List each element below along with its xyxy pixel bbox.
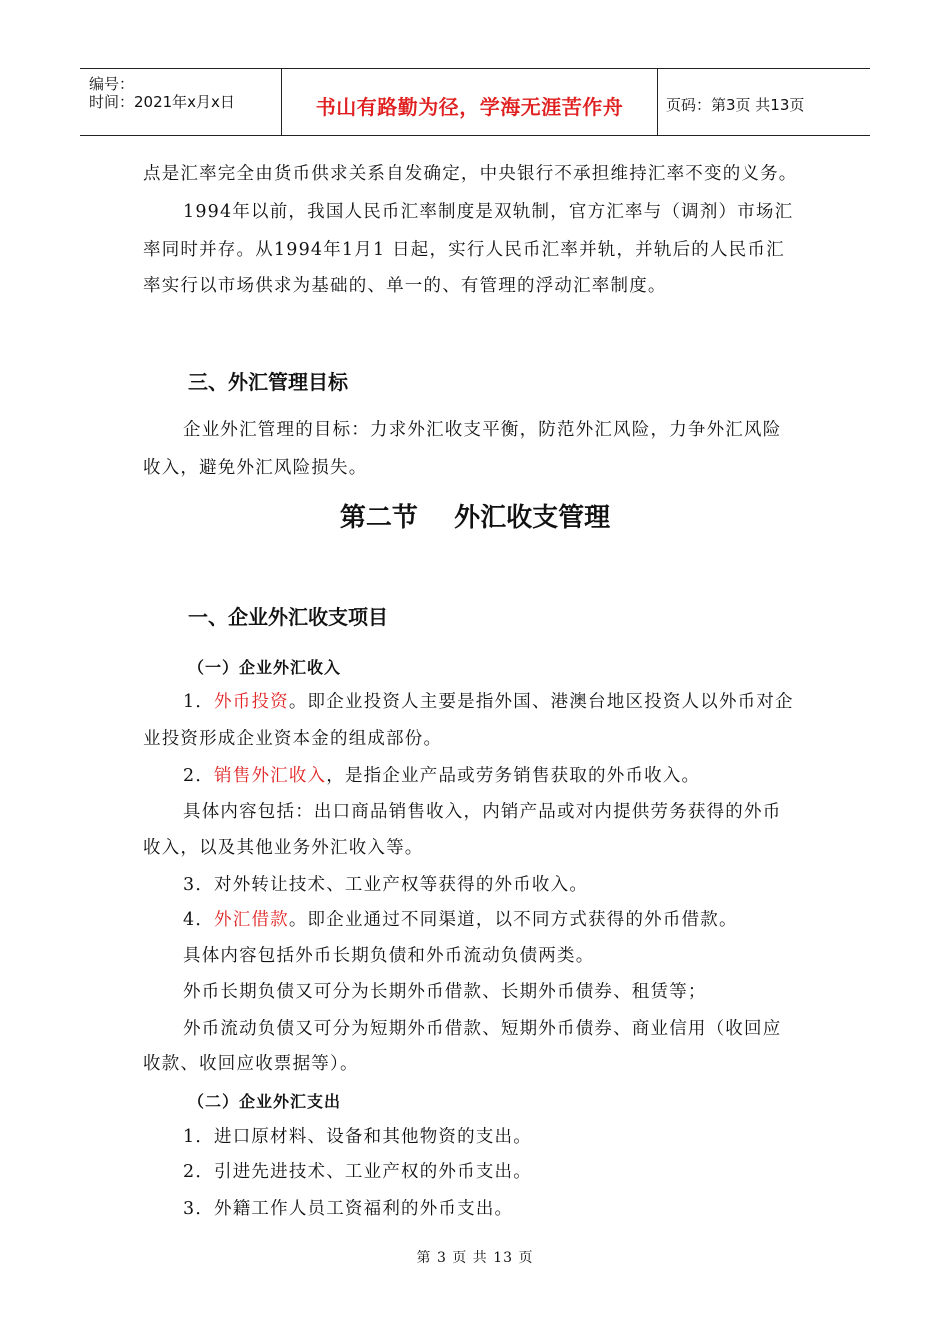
paragraph-line: 1994年以前，我国人民币汇率制度是双轨制，官方汇率与（调剂）市场汇 [183, 202, 794, 222]
paragraph-line: 率实行以市场供求为基础的、单一的、有管理的浮动汇率制度。 [143, 276, 667, 296]
list-item: 3．对外转让技术、工业产权等获得的外币收入。 [183, 875, 589, 895]
paragraph-line: 收入，避免外汇风险损失。 [143, 458, 368, 478]
code-label: 编号： [89, 75, 135, 93]
paragraph-line: 企业外汇管理的目标：力求外汇收支平衡，防范外汇风险，力争外汇风险 [183, 420, 782, 440]
highlight-term: 外币投资 [214, 692, 289, 712]
list-item: 1．进口原材料、设备和其他物资的支出。 [183, 1127, 532, 1147]
section-title: 第二节 外汇收支管理 [339, 503, 611, 533]
paragraph-line: 外币流动负债又可分为短期外币借款、短期外币债券、商业信用（收回应 [183, 1019, 782, 1039]
paragraph-line: 率同时并存。从1994年1月1 日起，实行人民币汇率并轨，并轨后的人民币汇 [143, 240, 785, 260]
document-header [80, 68, 870, 136]
heading-goals: 三、外汇管理目标 [188, 370, 348, 394]
item-number: 2． [183, 766, 215, 786]
subheading-income: （一）企业外汇收入 [188, 658, 342, 677]
header-page-cell [658, 69, 870, 135]
item-text: ，是指企业产品或劳务销售获取的外币收入。 [326, 766, 701, 786]
header-info-cell [80, 69, 282, 135]
heading-items: 一、企业外汇收支项目 [188, 605, 388, 629]
list-item [183, 762, 700, 787]
list-item [183, 688, 794, 713]
item-text: 。即企业通过不同渠道，以不同方式获得的外币借款。 [288, 910, 738, 930]
highlight-term: 外汇借款 [214, 910, 289, 930]
paragraph-line: 具体内容包括外币长期负债和外币流动负债两类。 [183, 946, 595, 966]
subheading-expenditure: （二）企业外汇支出 [188, 1092, 342, 1111]
paragraph-line: 具体内容包括：出口商品销售收入，内销产品或对内提供劳务获得的外币 [183, 802, 782, 822]
header-motto: 书山有路勤为径，学海无涯苦作舟 [315, 95, 624, 119]
item-number: 1． [183, 692, 215, 712]
paragraph-line: 外币长期负债又可分为长期外币借款、长期外币债券、租赁等； [183, 982, 707, 1002]
list-item: 2．引进先进技术、工业产权的外币支出。 [183, 1162, 532, 1182]
list-item [183, 906, 738, 931]
header-motto-cell [282, 69, 658, 135]
paragraph-line: 点是汇率完全由货币供求关系自发确定，中央银行不承担维持汇率不变的义务。 [143, 164, 798, 184]
time-label: 时间：2021年x月x日 [89, 93, 235, 111]
paragraph-line: 收入，以及其他业务外汇收入等。 [143, 838, 424, 858]
highlight-term: 销售外汇收入 [214, 766, 327, 786]
paragraph-line: 收款、收回应收票据等）。 [143, 1054, 359, 1074]
item-number: 4． [183, 910, 215, 930]
item-text: 。即企业投资人主要是指外国、港澳台地区投资人以外币对企 [288, 692, 794, 712]
header-page-label: 页码：第3页 共13页 [666, 96, 805, 114]
page-footer: 第 3 页 共 13 页 [416, 1250, 534, 1266]
list-item: 3．外籍工作人员工资福利的外币支出。 [183, 1199, 514, 1219]
paragraph-line: 业投资形成企业资本金的组成部份。 [143, 729, 443, 749]
